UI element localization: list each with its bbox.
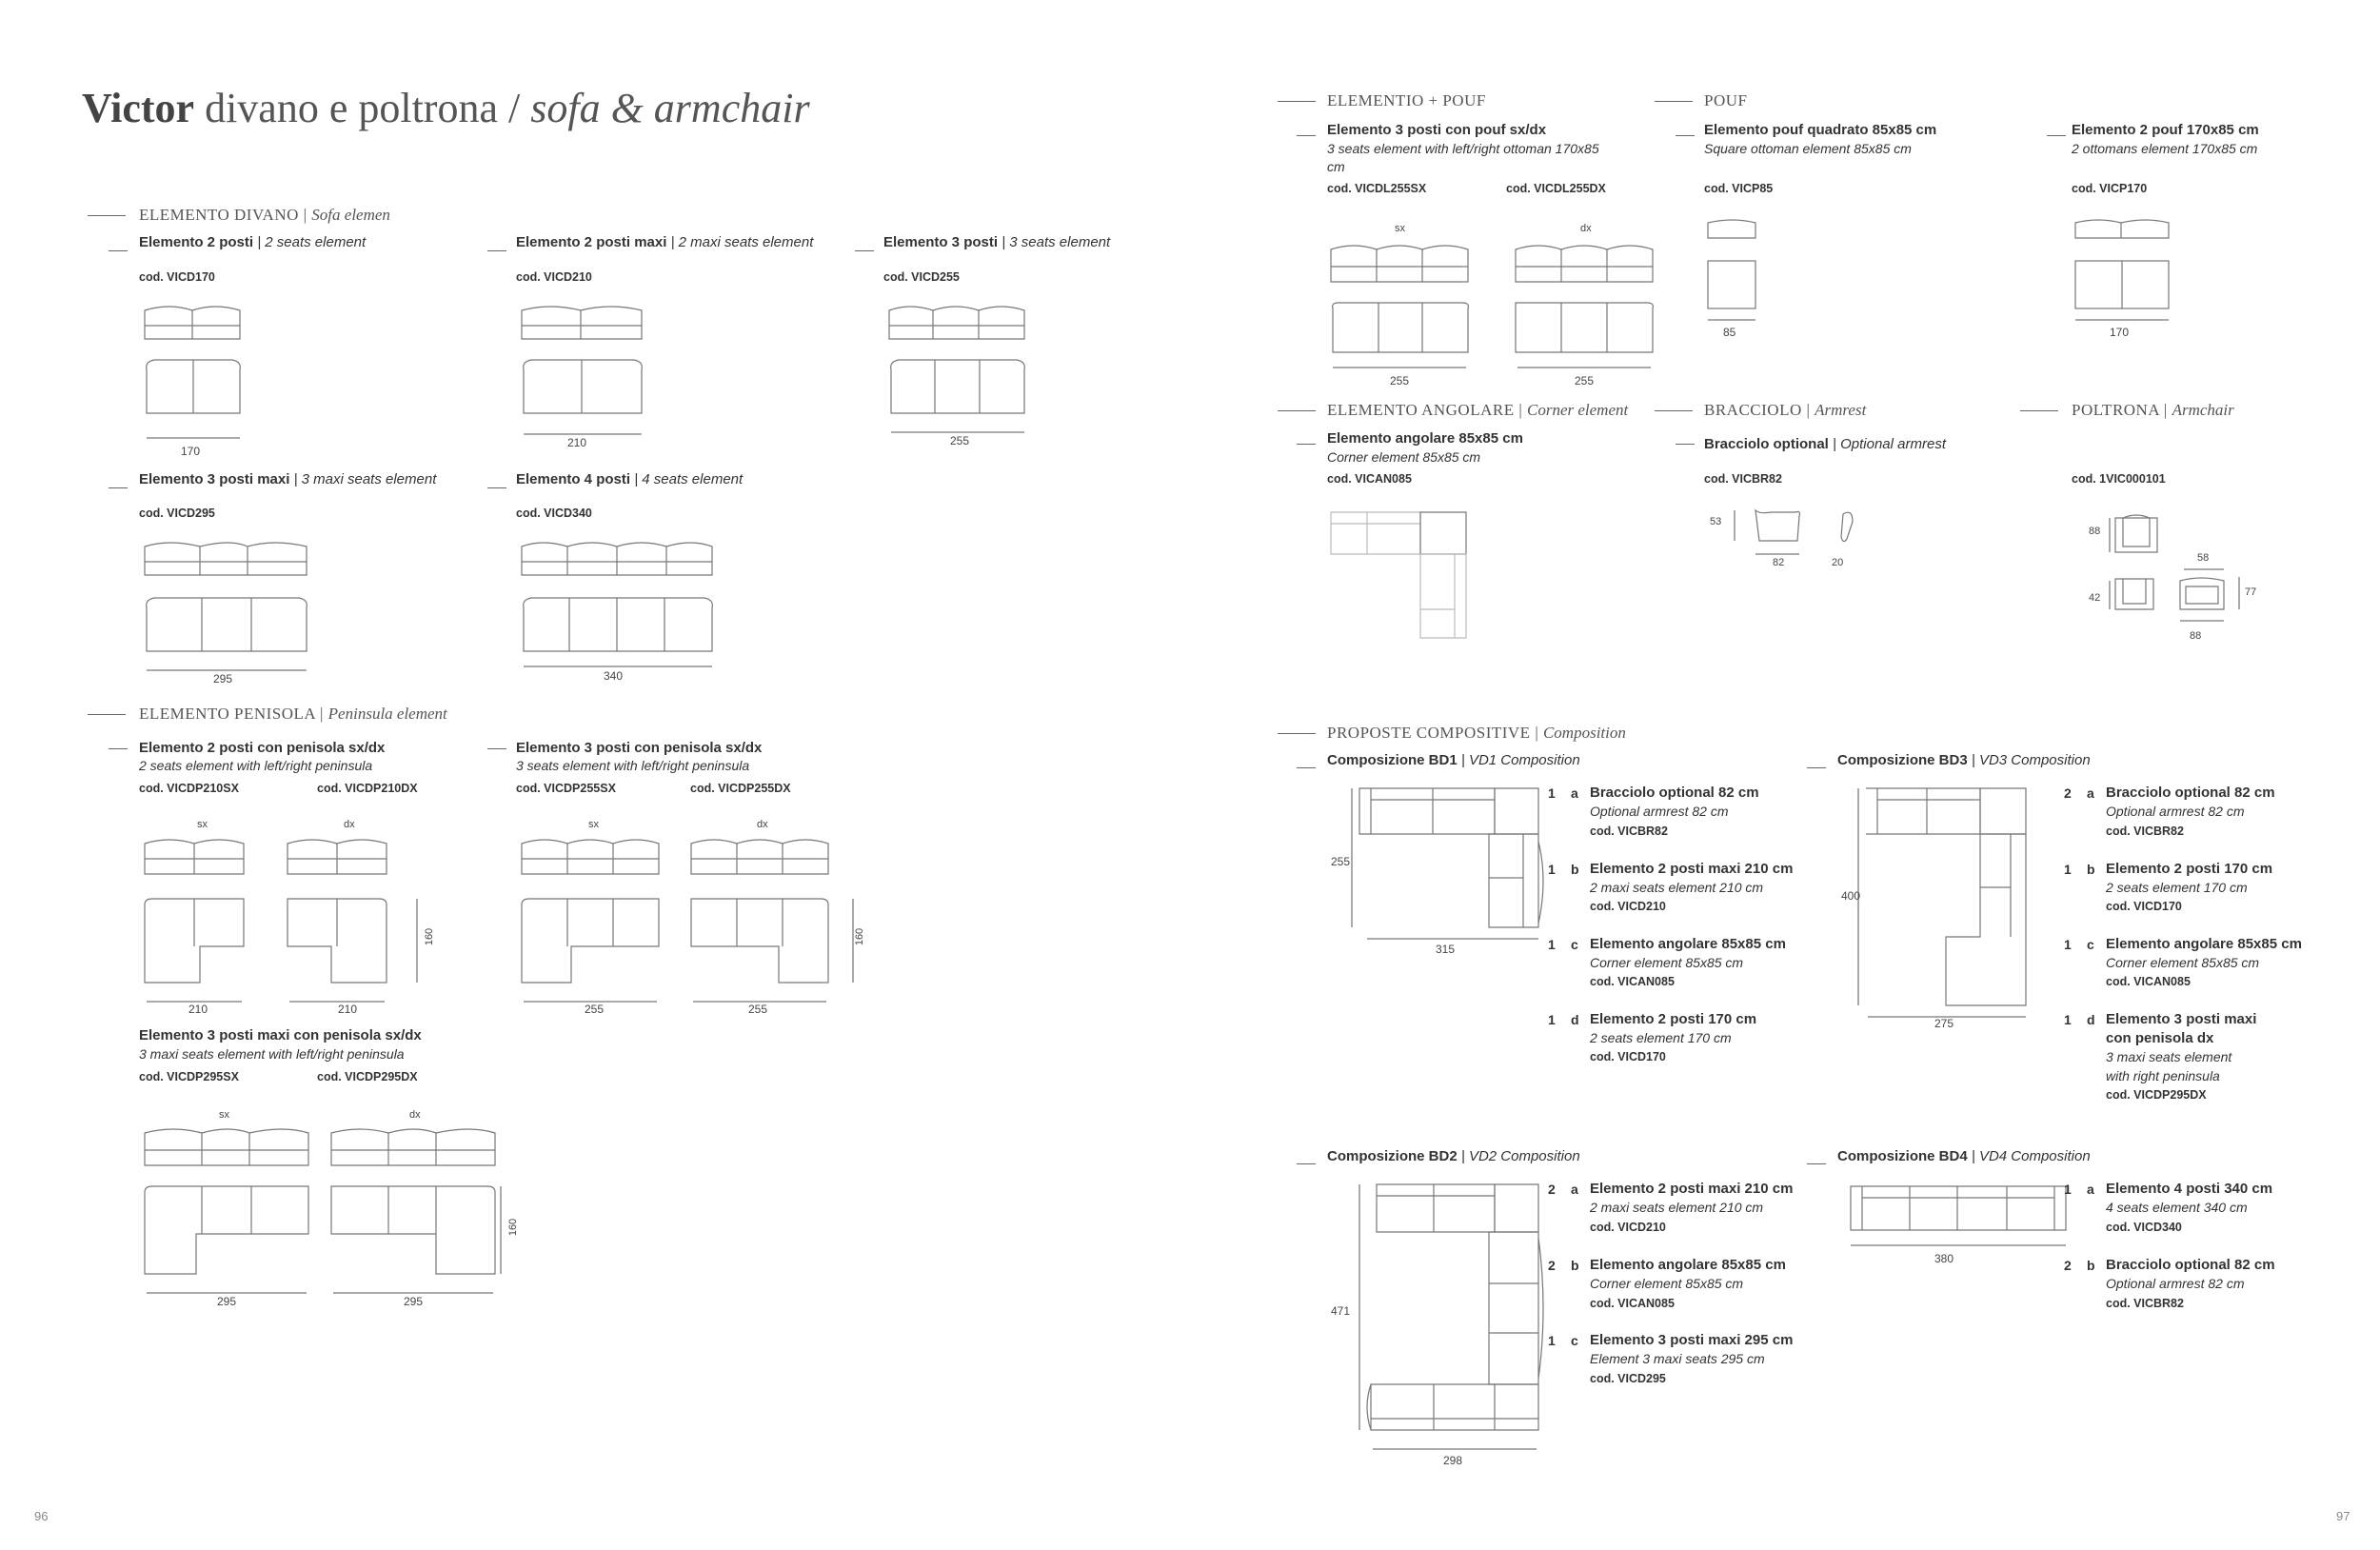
text-label: 1	[1548, 785, 1556, 801]
text-label: 1	[1548, 937, 1556, 952]
text-label: 160	[507, 1218, 520, 1237]
text-label: 2 seats element 170 cm	[1590, 1030, 1732, 1045]
pouf-double-drawing	[2073, 217, 2178, 331]
text-label: 3 maxi seats element with left/right peninsula	[139, 1046, 405, 1062]
text-label: d	[2087, 1012, 2095, 1027]
text-label: cod. VICD340	[516, 507, 592, 520]
rule-line	[1655, 101, 1693, 102]
text-label: 3 seats element with left/right peninsula	[516, 758, 750, 773]
text-label: 2 maxi seats element 210 cm	[1590, 1200, 1764, 1215]
text-label: 255	[950, 434, 970, 447]
text-label: cod. VICD255	[883, 270, 960, 284]
elem-pouf-drawing	[1329, 240, 1672, 383]
text-label: Elemento 2 posti 170 cm	[2106, 861, 2273, 877]
text-label: b	[1571, 862, 1579, 877]
text-label: sx	[588, 819, 599, 830]
text-label: 170	[181, 445, 201, 458]
text-label: cod. VICP170	[2072, 182, 2148, 195]
text-label: 42	[2089, 592, 2101, 604]
text-label: cod. VICDP255DX	[690, 782, 791, 795]
text-label: cod. VICAN085	[1590, 1297, 1675, 1310]
text-label: c	[2087, 937, 2094, 952]
text-label: 295	[217, 1295, 237, 1308]
text-label: 77	[2245, 586, 2257, 598]
rule-line	[2047, 135, 2066, 136]
penisola-2-title: Elemento 2 posti con penisola sx/dx	[139, 740, 386, 756]
text-label: con penisola dx	[2106, 1030, 2214, 1046]
text-label: 2 ottomans element 170x85 cm	[2072, 141, 2258, 156]
text-label: 58	[2197, 552, 2210, 564]
text-label: Square ottoman element 85x85 cm	[1704, 141, 1912, 156]
rule-line	[1297, 444, 1316, 445]
text-label: 275	[1934, 1017, 1954, 1030]
sofa-3-drawing	[885, 301, 1038, 453]
text-label: cod. VICBR82	[2106, 1297, 2184, 1310]
elem-2-posti-code: cod. VICD170	[139, 270, 215, 284]
composition-bd2-drawing	[1352, 1181, 1542, 1466]
text-label: cod. VICD170	[2106, 900, 2182, 913]
text-label: 1	[1548, 862, 1556, 877]
text-label: 1	[2064, 1012, 2072, 1027]
text-label: cod. VICDP210SX	[139, 782, 239, 795]
text-label: sx	[219, 1109, 229, 1121]
text-label: dx	[409, 1109, 421, 1121]
text-label: Elemento 2 pouf 170x85 cm	[2072, 122, 2259, 138]
text-label: cod. VICD170	[1590, 1050, 1666, 1063]
text-label: cod. VICDP295SX	[139, 1070, 239, 1083]
text-label: 1	[2064, 1182, 2072, 1197]
text-label: cod. VICDP295DX	[317, 1070, 418, 1083]
rule-line	[1278, 410, 1316, 411]
text-label: 210	[188, 1003, 208, 1016]
text-label: cod. VICDP210DX	[317, 782, 418, 795]
text-label: d	[1571, 1012, 1579, 1027]
composition-bd2-title: Composizione BD2 | VD2 Composition	[1327, 1148, 1580, 1164]
text-label: 471	[1331, 1304, 1351, 1318]
composition-bd3-title: Composizione BD3 | VD3 Composition	[1837, 752, 2091, 768]
rule-line	[88, 714, 126, 715]
text-label: cod. 1VIC000101	[2072, 472, 2166, 486]
text-label: 88	[2190, 630, 2202, 642]
text-label: cod. VICDP255SX	[516, 782, 616, 795]
text-label: b	[2087, 1258, 2095, 1273]
text-label: dx	[344, 819, 355, 830]
text-label: Elemento 4 posti 340 cm	[2106, 1181, 2273, 1197]
text-label: sx	[197, 819, 208, 830]
text-label: 298	[1443, 1454, 1463, 1467]
section-proposte: PROPOSTE COMPOSITIVE | Composition	[1327, 724, 1626, 742]
elem-3-posti-title: Elemento 3 posti | 3 seats element	[883, 234, 1111, 250]
text-label: Bracciolo optional 82 cm	[2106, 1257, 2275, 1273]
rule-line	[1807, 1163, 1826, 1164]
page-title	[82, 84, 810, 132]
title-it: divano e poltrona /	[205, 85, 521, 131]
rule-line	[1278, 733, 1316, 734]
text-label: a	[2087, 785, 2094, 801]
sofa-2-maxi-drawing	[518, 301, 647, 453]
text-label: with right peninsula	[2106, 1068, 2220, 1083]
text-label: cod. VICBR82	[1590, 825, 1668, 838]
text-label: cod. VICD210	[516, 270, 592, 284]
text-label: Elemento angolare 85x85 cm	[1327, 430, 1523, 447]
text-label: 2 seats element with left/right peninsula	[139, 758, 373, 773]
text-label: cod. VICD210	[1590, 1221, 1666, 1234]
penisola-3-maxi-title: Elemento 3 posti maxi con penisola sx/dx	[139, 1027, 422, 1043]
text-label: 2	[2064, 785, 2072, 801]
text-label: 255	[748, 1003, 768, 1016]
section-bracciolo: BRACCIOLO | Armrest	[1704, 401, 1867, 419]
rule-line	[1297, 767, 1316, 768]
text-label: Corner element 85x85 cm	[1590, 955, 1744, 970]
rule-line	[109, 487, 128, 488]
text-label: Elemento 2 posti maxi 210 cm	[1590, 1181, 1794, 1197]
rule-line	[487, 250, 506, 251]
text-label: 255	[1390, 374, 1410, 388]
text-label: b	[1571, 1258, 1579, 1273]
text-label: 2 seats element 170 cm	[2106, 880, 2248, 895]
penisola-3-maxi-drawing	[141, 1123, 522, 1314]
section-pouf: POUF	[1704, 91, 1748, 109]
text-label: Elemento 2 posti maxi 210 cm	[1590, 861, 1794, 877]
section-poltrona: POLTRONA | Armchair	[2072, 401, 2234, 419]
section-divano: ELEMENTO DIVANO | Sofa elemen	[139, 206, 390, 224]
text-label: Bracciolo optional | Optional armrest	[1704, 436, 1946, 452]
text-label: Corner element 85x85 cm	[2106, 955, 2260, 970]
text-label: Elemento 2 posti 170 cm	[1590, 1011, 1757, 1027]
section-penisola: ELEMENTO PENISOLA | Peninsula element	[139, 705, 447, 723]
text-label: 4 seats element 340 cm	[2106, 1200, 2248, 1215]
text-label: Bracciolo optional 82 cm	[1590, 785, 1759, 801]
penisola-3-title: Elemento 3 posti con penisola sx/dx	[516, 740, 763, 756]
text-label: Optional armrest 82 cm	[1590, 804, 1729, 819]
text-label: 88	[2089, 526, 2101, 537]
page-number-left: 96	[34, 1509, 49, 1523]
text-label: Elemento 3 posti con pouf sx/dx	[1327, 122, 1547, 138]
text-label: Corner element 85x85 cm	[1327, 449, 1481, 465]
text-label: cod. VICBR82	[1704, 472, 1782, 486]
text-label: 380	[1934, 1252, 1954, 1265]
text-label: 340	[604, 669, 624, 683]
text-label: Elemento angolare 85x85 cm	[1590, 1257, 1786, 1273]
rule-line	[487, 487, 506, 488]
text-label: cod. VICBR82	[2106, 825, 2184, 838]
text-label: cod. VICAN085	[1327, 472, 1412, 486]
text-label: a	[1571, 1182, 1578, 1197]
pouf-square-drawing	[1706, 217, 1763, 331]
text-label: cod. VICDL255DX	[1506, 182, 1606, 195]
rule-line	[855, 250, 874, 251]
rule-line	[109, 748, 128, 749]
rule-line	[487, 748, 506, 749]
elem-4-posti-title: Elemento 4 posti | 4 seats element	[516, 471, 744, 487]
rule-line	[1655, 410, 1693, 411]
corner-drawing	[1329, 505, 1481, 643]
text-label: 2	[2064, 1258, 2072, 1273]
composition-bd4-title: Composizione BD4 | VD4 Composition	[1837, 1148, 2091, 1164]
rule-line	[1807, 767, 1826, 768]
text-label: 210	[338, 1003, 358, 1016]
text-label: 295	[213, 672, 233, 686]
text-label: 53	[1710, 516, 1722, 527]
text-label: 2	[1548, 1258, 1556, 1273]
rule-line	[1278, 101, 1316, 102]
section-rule	[88, 215, 126, 216]
title-brand: Victor	[82, 85, 195, 131]
section-elem-pouf: ELEMENTIO + POUF	[1327, 91, 1486, 109]
sofa-2-drawing	[141, 301, 246, 453]
text-label: Elemento 3 posti maxi 295 cm	[1590, 1332, 1794, 1348]
text-label: Elemento angolare 85x85 cm	[1590, 936, 1786, 952]
text-label: cod. VICD340	[2106, 1221, 2182, 1234]
text-label: a	[1571, 785, 1578, 801]
text-label: dx	[1580, 223, 1592, 234]
text-label: 85	[1723, 326, 1736, 339]
text-label: dx	[757, 819, 768, 830]
elem-2-posti-title: Elemento 2 posti | 2 seats element	[139, 234, 367, 250]
rule-line	[1297, 1163, 1316, 1164]
text-label: a	[2087, 1182, 2094, 1197]
text-label: 2 maxi seats element 210 cm	[1590, 880, 1764, 895]
rule-line	[109, 250, 128, 251]
rule-line	[1676, 444, 1695, 445]
text-label: 255	[1331, 855, 1351, 868]
text-label: 2	[1548, 1182, 1556, 1197]
text-label: cod. VICAN085	[2106, 975, 2191, 988]
sofa-3-maxi-drawing	[141, 537, 312, 680]
text-label: c	[1571, 937, 1578, 952]
text-label: 1	[2064, 862, 2072, 877]
text-label: 1	[2064, 937, 2072, 952]
text-label: cod. VICDL255SX	[1327, 182, 1427, 195]
text-label: 3 seats element with left/right ottoman 170x85	[1327, 141, 1599, 156]
text-label: 315	[1436, 943, 1456, 956]
composition-bd4-drawing	[1849, 1181, 2068, 1257]
text-label: Elemento 3 posti maxi	[2106, 1011, 2257, 1027]
rule-line	[1297, 135, 1316, 136]
elem-3-posti-maxi-title: Elemento 3 posti maxi | 3 maxi seats element	[139, 471, 437, 487]
text-label: Elemento angolare 85x85 cm	[2106, 936, 2302, 952]
text-label: 255	[585, 1003, 605, 1016]
text-label: 1	[1548, 1012, 1556, 1027]
text-label: sx	[1395, 223, 1405, 234]
section-angolare: ELEMENTO ANGOLARE | Corner element	[1327, 401, 1629, 419]
penisola-3-drawing	[518, 834, 880, 1024]
text-label: c	[1571, 1333, 1578, 1348]
text-label: 1	[1548, 1333, 1556, 1348]
text-label: Optional armrest 82 cm	[2106, 804, 2245, 819]
text-label: 82	[1773, 557, 1785, 568]
rule-line	[1676, 135, 1695, 136]
text-label: cod. VICDP295DX	[2106, 1088, 2207, 1102]
text-label: 255	[1575, 374, 1595, 388]
text-label: cod. VICAN085	[1590, 975, 1675, 988]
text-label: 400	[1841, 889, 1861, 903]
text-label: cod. VICD295	[1590, 1372, 1666, 1385]
sofa-4-drawing	[518, 537, 718, 680]
elem-2-posti-maxi-title: Elemento 2 posti maxi | 2 maxi seats element	[516, 234, 814, 250]
text-label: cm	[1327, 159, 1345, 174]
armchair-drawing	[2094, 505, 2256, 638]
page-number-right: 97	[2336, 1509, 2350, 1523]
composition-bd1-drawing	[1352, 785, 1542, 965]
text-label: Bracciolo optional 82 cm	[2106, 785, 2275, 801]
text-label: Element 3 maxi seats 295 cm	[1590, 1351, 1765, 1366]
text-label: Corner element 85x85 cm	[1590, 1276, 1744, 1291]
text-label: Elemento pouf quadrato 85x85 cm	[1704, 122, 1937, 138]
text-label: 160	[424, 927, 436, 946]
text-label: 295	[404, 1295, 424, 1308]
composition-bd1-title: Composizione BD1 | VD1 Composition	[1327, 752, 1580, 768]
text-label: Optional armrest 82 cm	[2106, 1276, 2245, 1291]
text-label: cod. VICP85	[1704, 182, 1774, 195]
text-label: 210	[567, 436, 587, 449]
text-label: 160	[854, 927, 866, 946]
text-label: 20	[1832, 557, 1844, 568]
text-label: 170	[2110, 326, 2130, 339]
text-label: cod. VICD210	[1590, 900, 1666, 913]
rule-line	[2020, 410, 2058, 411]
penisola-2-drawing	[141, 834, 446, 1024]
title-en: sofa & armchair	[530, 85, 810, 131]
text-label: cod. VICD295	[139, 507, 215, 520]
composition-bd3-drawing	[1858, 785, 2049, 1023]
text-label: b	[2087, 862, 2095, 877]
text-label: 3 maxi seats element	[2106, 1049, 2232, 1064]
